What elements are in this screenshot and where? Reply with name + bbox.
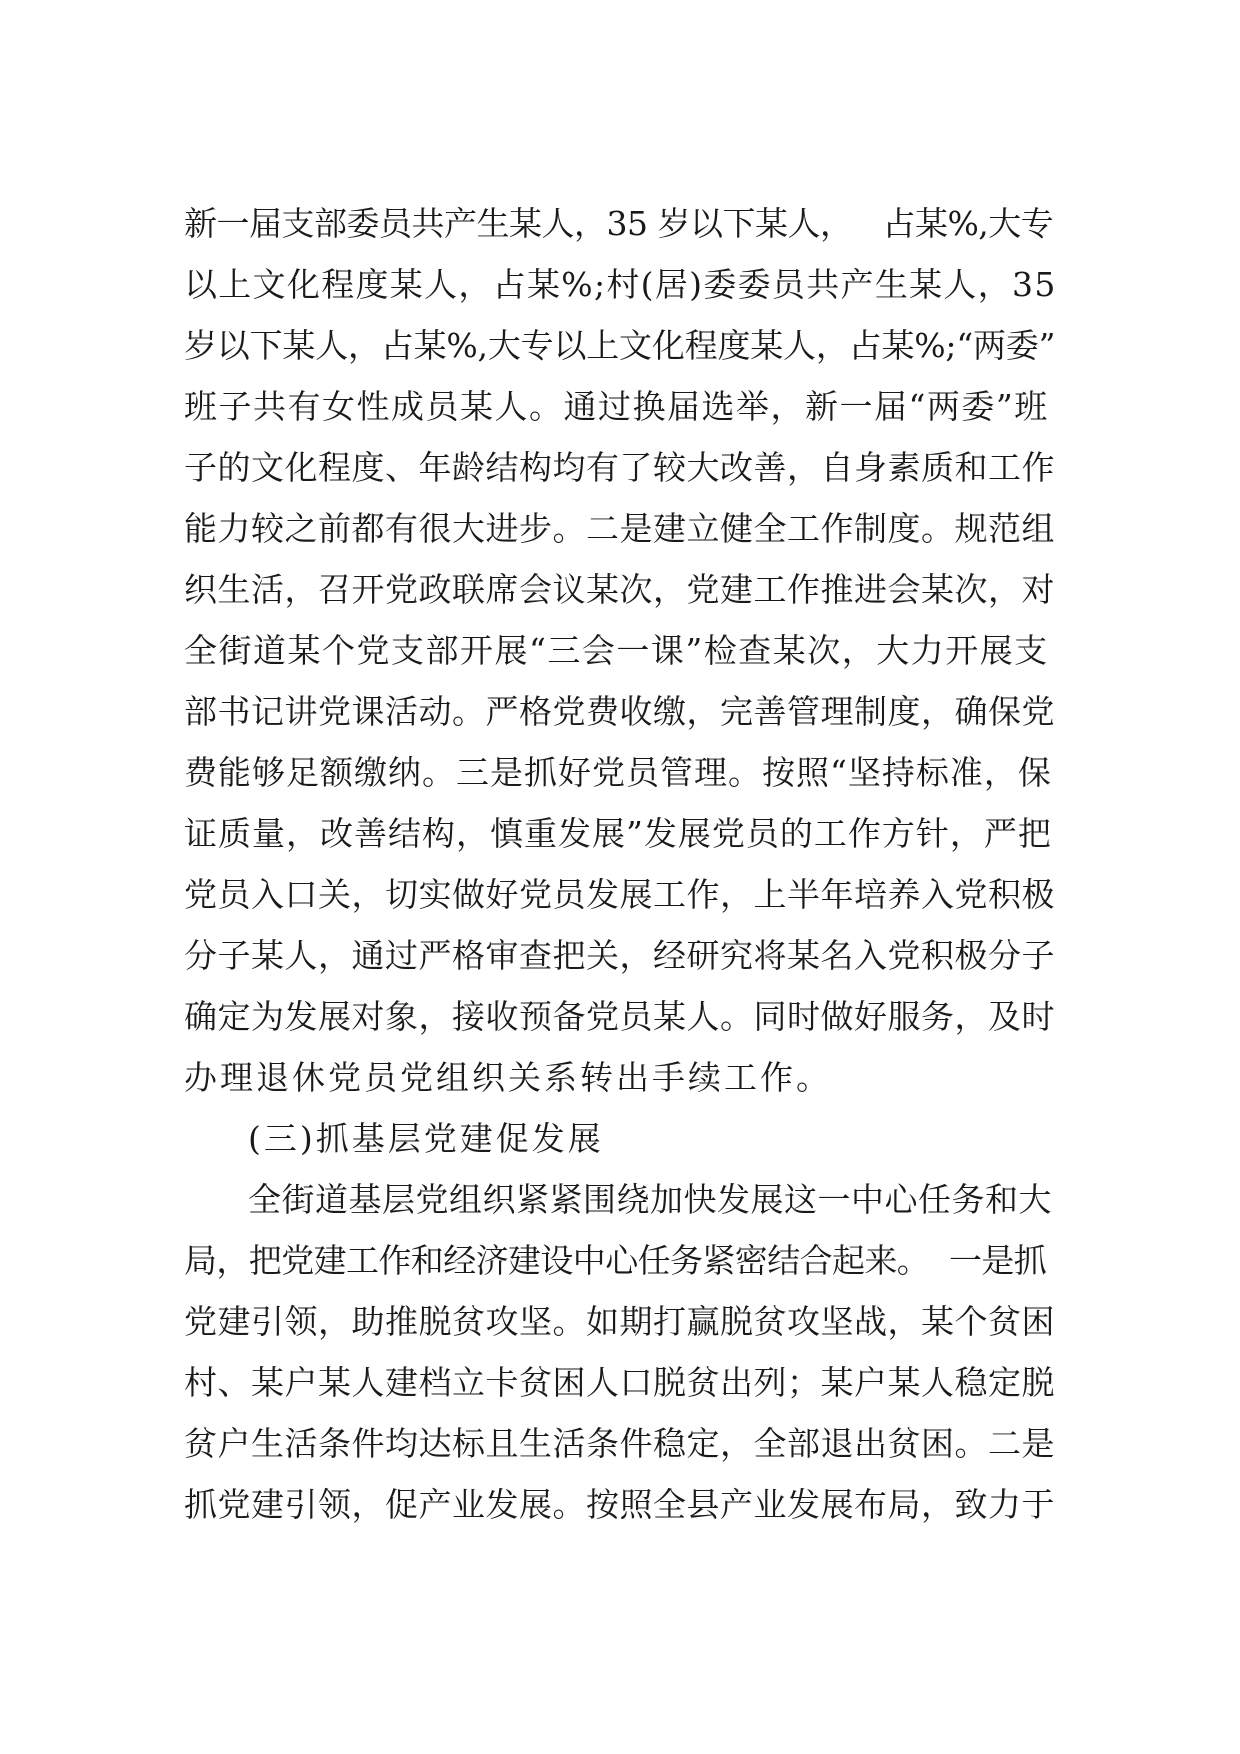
text-line: [0, 194, 1240, 254]
line-text: 子的文化程度、年龄结构均有了较大改善，自身素质和工作: [184, 448, 1055, 487]
line-text: 以上文化程度某人，占某%;村(居)委委员共产生某人，35: [184, 265, 1057, 304]
line-text: 全街道某个党支部开展“三会一课”检查某次，大力开展支: [184, 631, 1049, 670]
text-line: [0, 1292, 1240, 1352]
line-text: 部书记讲党课活动。严格党费收缴，完善管理制度，确保党: [184, 692, 1055, 731]
line-text: 抓党建引领，促产业发展。按照全县产业发展布局，致力于: [184, 1485, 1055, 1524]
line-text: 能力较之前都有很大进步。二是建立健全工作制度。规范组: [184, 509, 1055, 548]
line-text: 党员入口关，切实做好党员发展工作，上半年培养入党积极: [184, 875, 1055, 914]
section-heading: [0, 1109, 1240, 1169]
text-line: [0, 1170, 1240, 1230]
line-text: 村、某户某人建档立卡贫困人口脱贫出列；某户某人稳定脱: [184, 1363, 1055, 1402]
line-text: 班子共有女性成员某人。通过换届选举，新一届“两委”班: [184, 387, 1049, 426]
line-text: 岁以下某人，占某%,大专以上文化程度某人，占某%;“两委”: [184, 326, 1056, 365]
text-line: [0, 1231, 1240, 1291]
line-text: 证质量，改善结构，慎重发展”发展党员的工作方针，严把: [184, 814, 1052, 853]
text-line: [0, 743, 1240, 803]
text-line: [0, 865, 1240, 925]
line-text: 费能够足额缴纳。三是抓好党员管理。按照“坚持标准，保: [184, 753, 1052, 792]
line-text: 党建引领，助推脱贫攻坚。如期打赢脱贫攻坚战，某个贫困: [184, 1302, 1055, 1341]
line-text: 贫户生活条件均达标且生活条件稳定，全部退出贫困。二是: [184, 1424, 1055, 1463]
line-text: 全街道基层党组织紧紧围绕加快发展这一中心任务和大: [248, 1180, 1052, 1219]
text-line: [0, 621, 1240, 681]
text-line: [0, 804, 1240, 864]
text-line: [0, 499, 1240, 559]
line-text: 确定为发展对象，接收预备党员某人。同时做好服务，及时: [184, 997, 1055, 1036]
text-line: [0, 1353, 1240, 1413]
line-text: 分子某人，通过严格审查把关，经研究将某名入党积极分子: [184, 936, 1055, 975]
text-line: [0, 987, 1240, 1047]
text-line: [0, 438, 1240, 498]
text-line: [0, 255, 1240, 315]
text-line: [0, 1414, 1240, 1474]
text-line: [0, 926, 1240, 986]
text-line: [0, 560, 1240, 620]
line-text: 新一届支部委员共产生某人，35 岁以下某人， 占某%,大专: [184, 204, 1054, 243]
line-text: 办理退休党员党组织关系转出手续工作。: [184, 1058, 832, 1097]
line-text: 局，把党建工作和经济建设中心任务紧密结合起来。 一是抓: [184, 1241, 1047, 1280]
text-line: [0, 682, 1240, 742]
line-text: 织生活，召开党政联席会议某次，党建工作推进会某次，对: [184, 570, 1055, 609]
text-line: [0, 1475, 1240, 1535]
text-line: [0, 316, 1240, 376]
text-line: [0, 377, 1240, 437]
text-line: [0, 1048, 1240, 1108]
section-heading-text: (三)抓基层党建促发展: [248, 1119, 604, 1158]
